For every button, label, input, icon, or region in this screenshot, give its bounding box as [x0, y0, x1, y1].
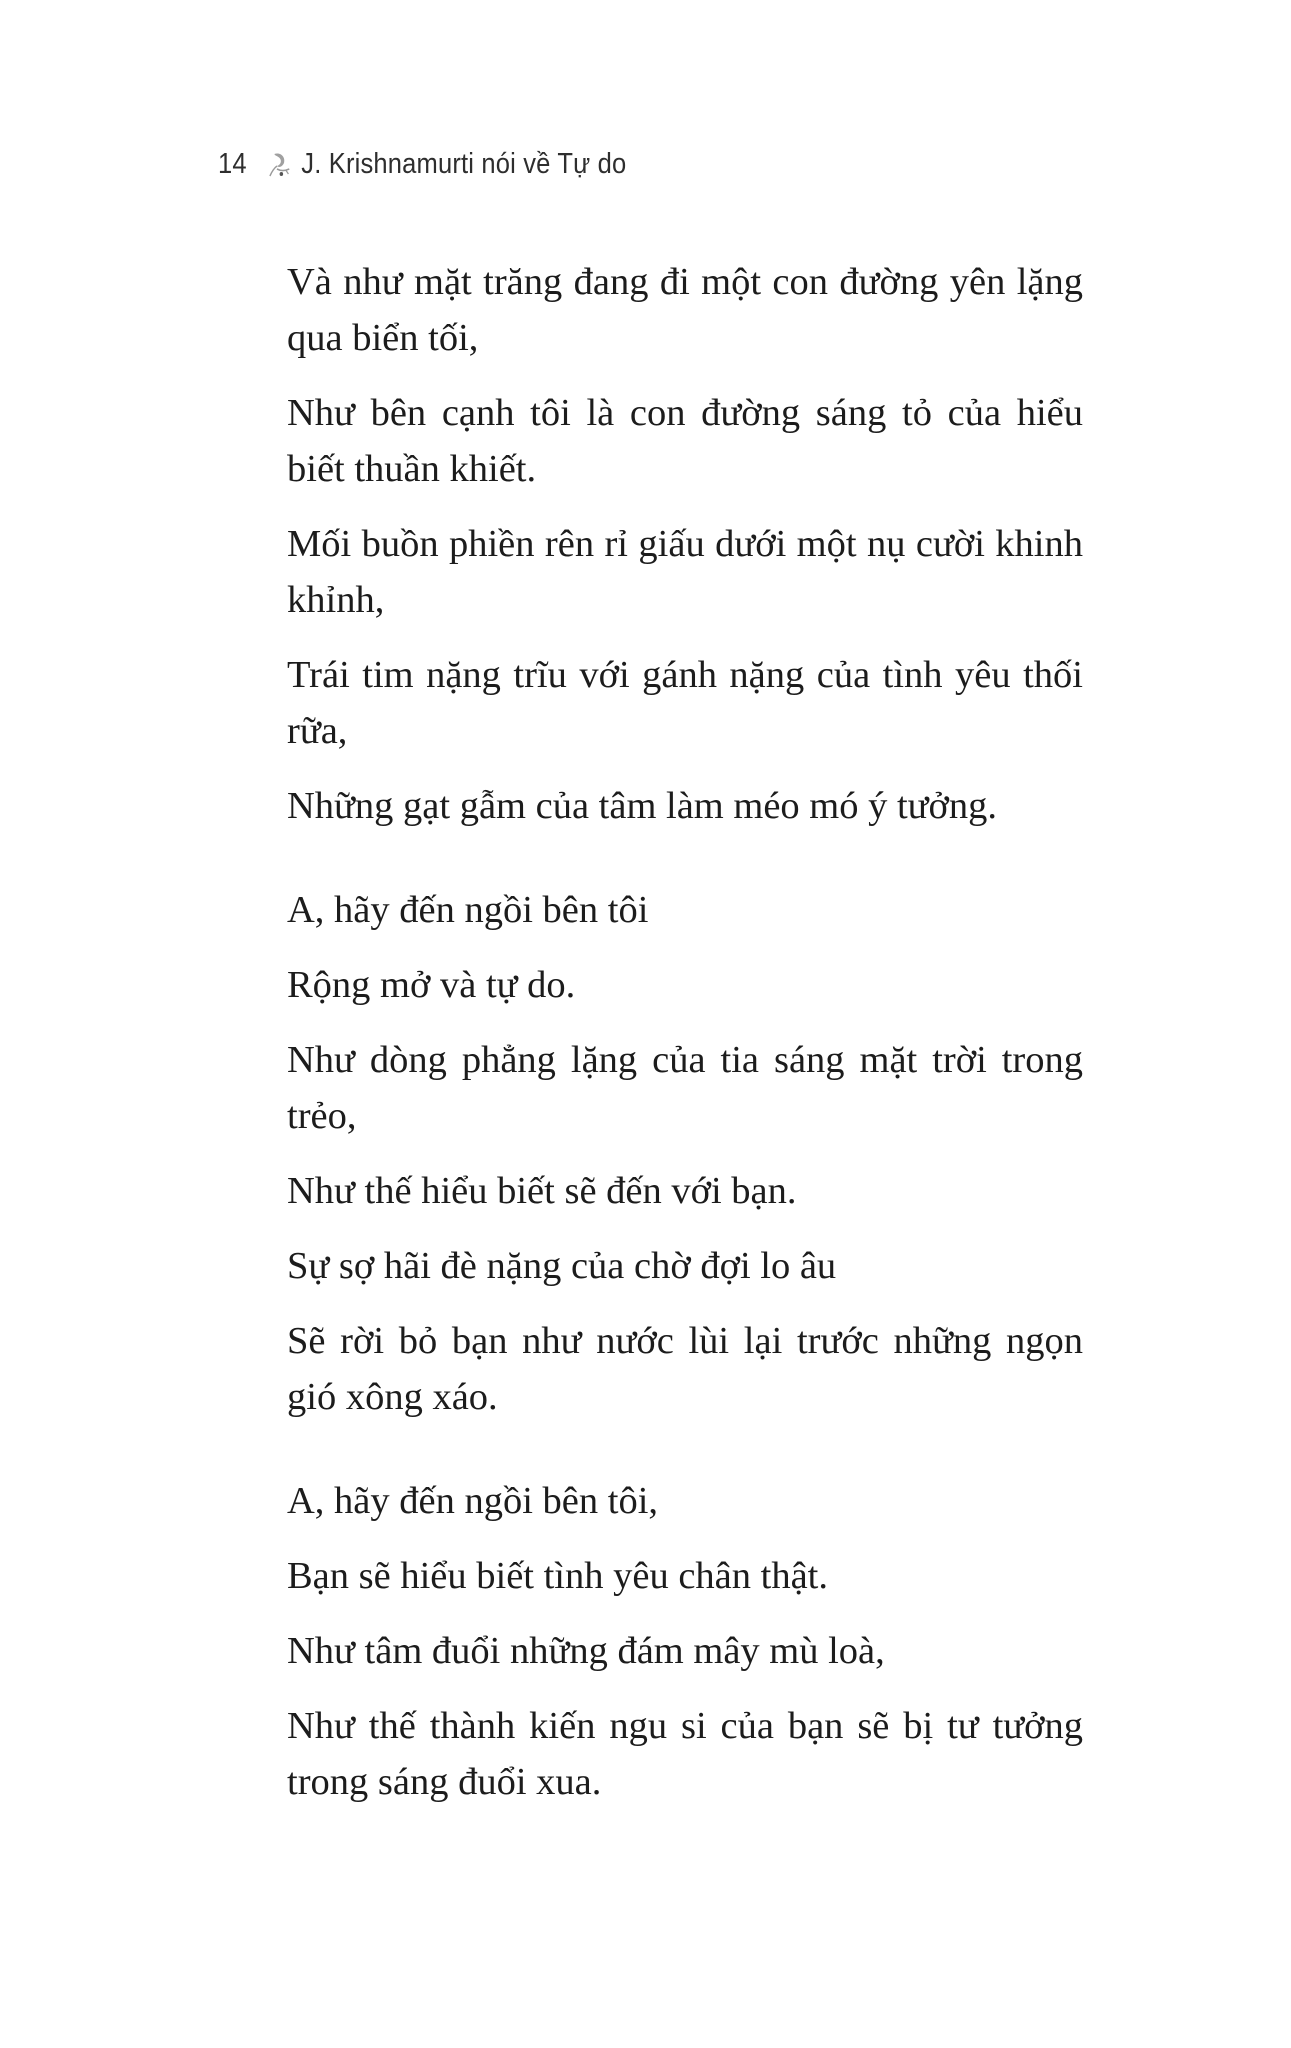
bird-ornament-icon — [266, 150, 292, 180]
verse-line: Những gạt gẫm của tâm làm méo mó ý tưởng. — [287, 785, 998, 827]
running-title: J. Krishnamurti nói về Tự do — [301, 148, 627, 180]
verse-line: Trái tim nặng trĩu với gánh nặng của tình yêu thối rữa, — [287, 654, 1083, 752]
verse-line: Sẽ rời bỏ bạn như nước lùi lại trước những ngọn gió xông xáo. — [287, 1320, 1083, 1418]
verse-line: A, hãy đến ngồi bên tôi, — [287, 1480, 659, 1522]
verse-line: Mối buồn phiền rên rỉ giấu dưới một nụ cười khinh khỉnh, — [287, 523, 1083, 621]
verse-line: Bạn sẽ hiểu biết tình yêu chân thật. — [287, 1555, 828, 1597]
verse-line: A, hãy đến ngồi bên tôi — [287, 889, 649, 931]
poem-body — [287, 254, 1083, 1858]
stanza-2 — [287, 882, 1083, 1425]
running-header — [218, 148, 626, 181]
verse-line: Như tâm đuổi những đám mây mù loà, — [287, 1630, 885, 1672]
verse-line: Như bên cạnh tôi là con đường sáng tỏ của hiểu biết thuần khiết. — [287, 392, 1083, 490]
verse-line: Sự sợ hãi đè nặng của chờ đợi lo âu — [287, 1245, 837, 1287]
verse-line: Rộng mở và tự do. — [287, 964, 576, 1006]
verse-line: Như dòng phẳng lặng của tia sáng mặt trời trong trẻo, — [287, 1039, 1083, 1137]
stanza-1 — [287, 254, 1083, 834]
stanza-3 — [287, 1473, 1083, 1810]
page-number: 14 — [218, 148, 247, 180]
verse-line: Và như mặt trăng đang đi một con đường yên lặng qua biển tối, — [287, 261, 1083, 359]
verse-line: Như thế thành kiến ngu si của bạn sẽ bị tư tưởng trong sáng đuổi xua. — [287, 1705, 1083, 1803]
verse-line: Như thế hiểu biết sẽ đến với bạn. — [287, 1170, 797, 1212]
